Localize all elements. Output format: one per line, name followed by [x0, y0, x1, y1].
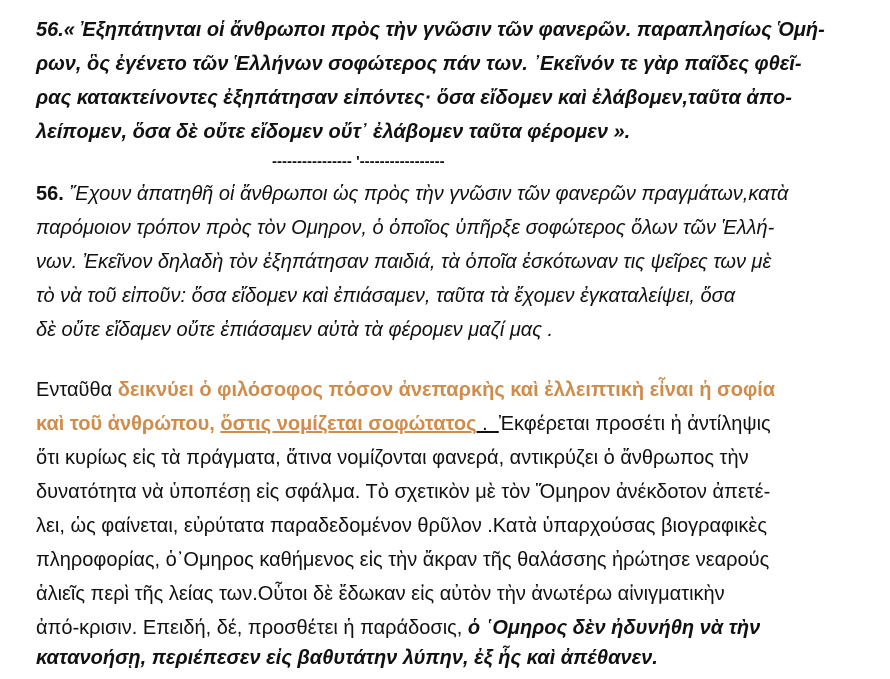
- commentary-line: δυνατότητα νὰ ὑποπέσῃ εἰς σφάλμα. Τὸ σχετικὸν μὲ τὸν Ὅμηρον ἀνέκδοτον ἀπετέ-: [36, 481, 771, 503]
- commentary-line: ὅτι κυρίως εἰς τὰ πράγματα, ἅτινα νομίζονται φανερά, αντικρύζει ὁ ἄνθρωπος τὴν: [36, 447, 749, 469]
- commentary-text: Ἐκφέρεται προσέτι ἡ ἀντίληψις: [498, 413, 771, 435]
- translation-line: δὲ οὔτε εἴδαμεν οὔτε ἐπιάσαμεν αὐτὰ τὰ φέρομεν μαζί μας .: [36, 319, 554, 341]
- quote-line: 56.« Ἐξηπάτηνται οἱ ἄνθρωποι πρὸς τὴν γνῶσιν τῶν φανερῶν. παραπλησίως Ὁμή-: [36, 19, 825, 41]
- commentary-line: πληροφορίας, ὁ᾿Ομηρος καθήμενος εἰς τὴν ἄκραν τῆς θαλάσσης ἠρώτησε νεαρούς: [36, 549, 770, 571]
- quote-line: λείπομεν, ὅσα δὲ οὔτε εἴδομεν οὔτ᾽ ἐλάβομεν ταῦτα φέρομεν ».: [36, 121, 631, 143]
- emphasis-text: κατανοήσῃ, περιέπεσεν εἰς βαθυτάτην λύπην, ἐξ ἧς καὶ ἀπέθανεν.: [36, 647, 658, 669]
- highlighted-underlined-phrase: ὅστις νομίζεται σοφώτατος: [220, 413, 477, 435]
- translation-line: Ἔχουν ἀπατηθῆ οἱ ἄνθρωποι ὡς πρὸς τὴν γνῶσιν τῶν φανερῶν πραγμάτων,κατὰ: [63, 183, 789, 205]
- translation-line: παρόμοιον τρόπον πρὸς τὸν Ομηρον, ὁ ὁποῖος ὑπῆρξε σοφώτερος ὅλων τῶν Ἑλλή-: [36, 217, 775, 239]
- translation-line: νων. Ἐκεῖνον δηλαδὴ τὸν ἐξηπάτησαν παιδιά, τὰ ὁποῖα ἐσκότωναν τις ψεῖρες των μὲ: [36, 251, 772, 273]
- emphasis-text: ὁ ῾Ομηρος δὲν ἠδυνήθη νὰ τὴν: [467, 617, 761, 639]
- quote-line: ρας κατακτείνοντες ἐξηπάτησαν εἰπόντες· ὅσα εἴδομεν καὶ ἐλάβομεν,ταῦτα ἀπο-: [36, 87, 792, 109]
- commentary-line: λει, ὡς φαίνεται, εὐρύτατα παραδεδομένον θρῦλον .Κατὰ ὑπαρχούσας βιογραφικὲς: [36, 515, 767, 537]
- commentary-line: ἁλιεῖς περὶ τῆς λείας των.Οὗτοι δὲ ἔδωκαν εἰς αὐτὸν τὴν ἀνωτέρω αἰνιγματικὴν: [36, 583, 725, 605]
- commentary-lead: Ενταῦθα: [36, 379, 118, 401]
- underlined-gap: .: [476, 413, 499, 435]
- fragment-number: 56.: [36, 183, 64, 205]
- translation-line: τὸ νὰ τοῦ εἰποῦν: ὅσα εἴδομεν καὶ ἐπιάσαμεν, ταῦτα τὰ ἔχομεν ἐγκαταλείψει, ὅσα: [36, 285, 736, 307]
- highlighted-phrase: καὶ τοῦ ἀνθρώπου,: [36, 413, 221, 435]
- separator-line: ---------------- '-----------------: [272, 153, 445, 170]
- highlighted-phrase: δεικνύει ὁ φιλόσοφος πόσον ἀνεπαρκὴς καὶ ἐλλειπτικὴ εἶναι ἡ σοφία: [117, 379, 776, 401]
- commentary-text: ἀπό-κρισιν. Επειδή, δέ, προσθέτει ἡ παράδοσις,: [36, 617, 468, 639]
- quote-line: ρων, ὃς ἐγένετο τῶν Ἑλλήνων σοφώτερος πάν των. ᾽Εκεῖνόν τε γὰρ παῖδες φθεῖ-: [36, 53, 802, 75]
